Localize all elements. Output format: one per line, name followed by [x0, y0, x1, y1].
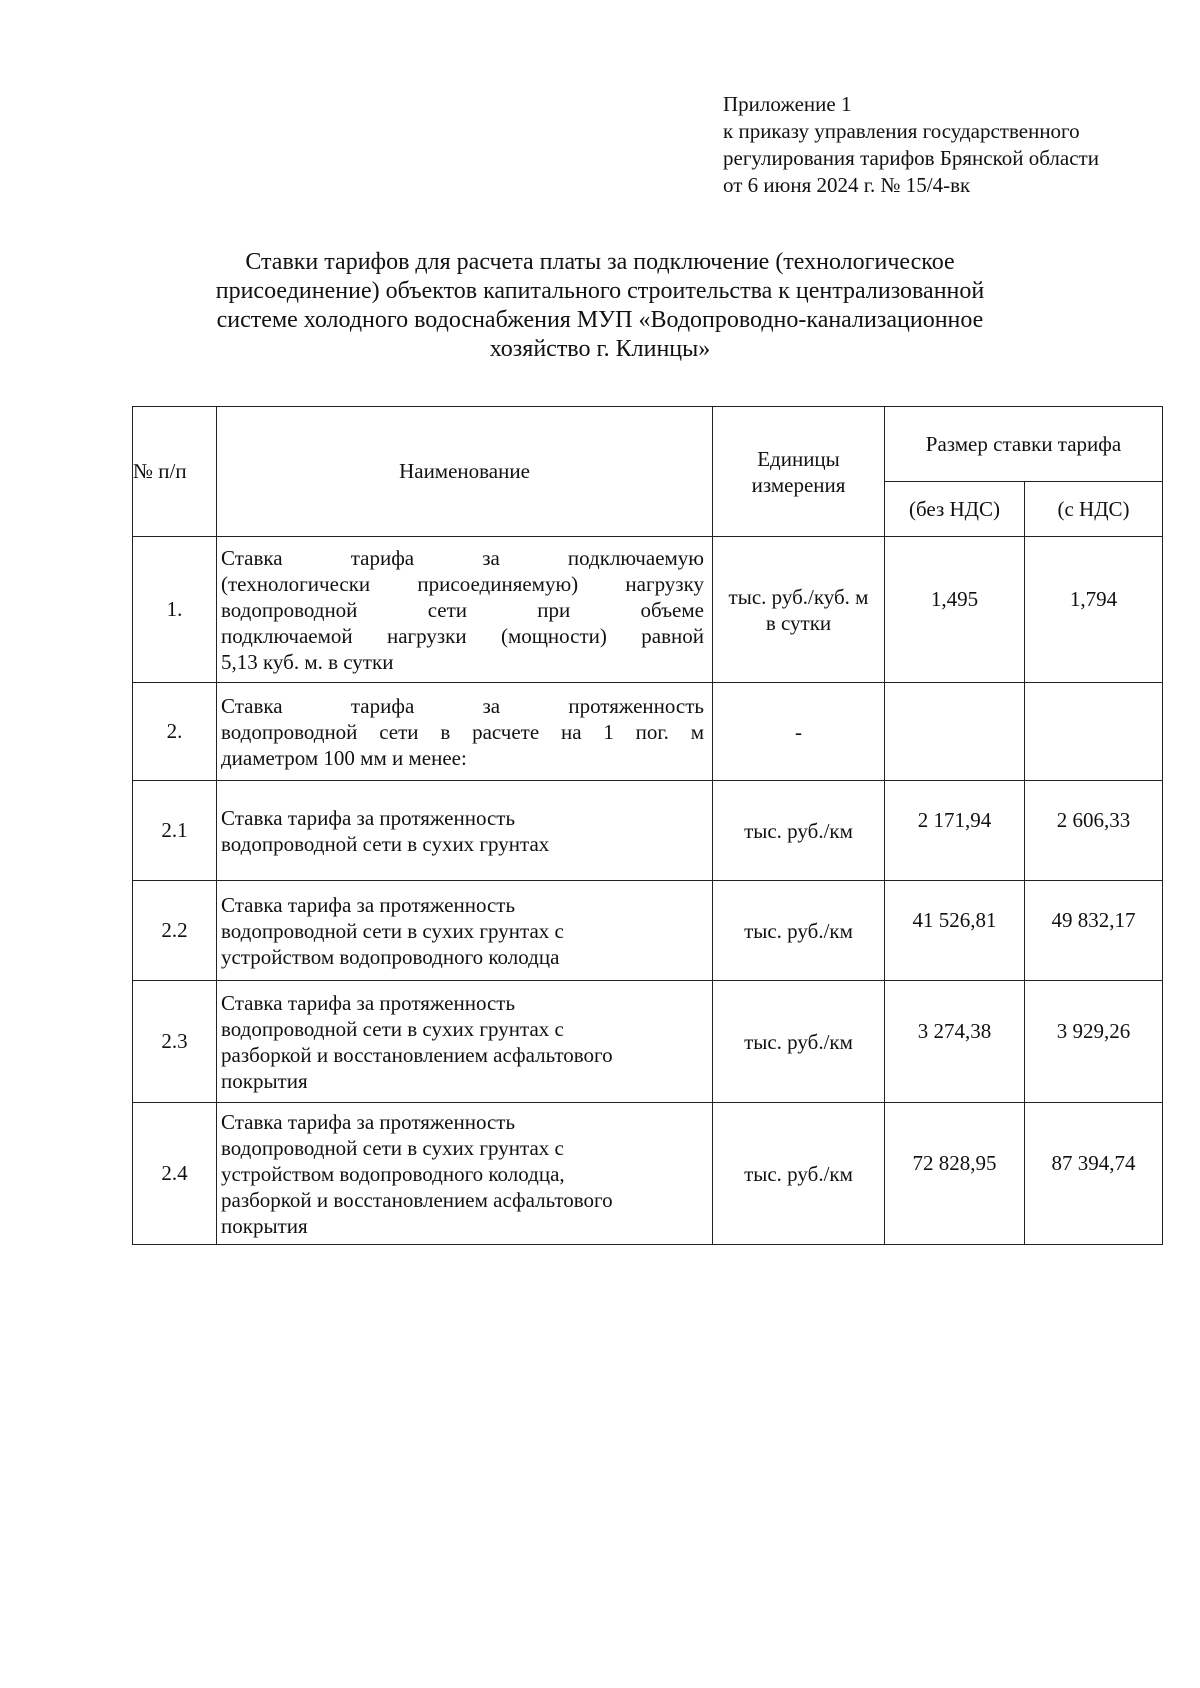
title-line: Ставки тарифов для расчета платы за подключение (технологическое: [245, 249, 955, 275]
row-name-line: водопроводной сети в сухих грунтах с: [221, 1135, 564, 1160]
row-name: [217, 683, 713, 781]
row-value-with-vat: [1025, 881, 1163, 981]
row-num: 2.: [133, 683, 217, 781]
row-unit-line: тыс. руб./куб. м: [728, 584, 869, 609]
row-value-without-vat: [885, 683, 1025, 781]
row-name-line: покрытия: [221, 1213, 308, 1238]
row-value: 41 526,81: [912, 908, 997, 932]
row-name-line: водопроводной сети в расчете на 1 пог. м: [221, 719, 704, 744]
tariff-table: [132, 406, 1163, 1245]
row-name-line: разборкой и восстановлением асфальтового: [221, 1187, 613, 1212]
header-without-vat: (без НДС): [885, 482, 1025, 537]
row-value: 1,495: [930, 587, 979, 611]
row-name-line: устройством водопроводного колодца,: [221, 1161, 565, 1186]
row-unit: [713, 537, 885, 683]
row-value-without-vat: [885, 781, 1025, 881]
row-name: [217, 881, 713, 981]
title-line: присоединение) объектов капитального строительства к централизованной: [215, 278, 985, 304]
row-value: 1,794: [1069, 587, 1118, 611]
header-with-vat: (с НДС): [1025, 482, 1163, 537]
header-name: Наименование: [217, 407, 713, 537]
row-value-with-vat: [1025, 781, 1163, 881]
row-value-with-vat: [1025, 683, 1163, 781]
row-unit-line: тыс. руб./км: [744, 1161, 853, 1186]
row-num: 1.: [133, 537, 217, 683]
row-value: 3 274,38: [917, 1019, 992, 1043]
row-value-with-vat: [1025, 981, 1163, 1103]
row-name-line: Ставка тарифа за протяженность: [221, 892, 516, 917]
title-line: системе холодного водоснабжения МУП «Водопроводно-канализационное: [216, 307, 984, 333]
table-row: [133, 881, 1163, 981]
row-name-line: водопроводной сети в сухих грунтах: [221, 831, 550, 856]
header-rate: Размер ставки тарифа: [885, 407, 1163, 482]
row-value: 87 394,74: [1051, 1151, 1136, 1175]
row-unit-line: -: [795, 719, 802, 744]
row-name-line: (технологически присоединяемую) нагрузку: [221, 571, 704, 596]
row-unit: [713, 981, 885, 1103]
appendix-line: регулирования тарифов Брянской области: [723, 146, 1099, 170]
appendix-line: к приказу управления государственного: [723, 119, 1080, 143]
table-row: [133, 537, 1163, 683]
row-name-line: покрытия: [221, 1068, 308, 1093]
header-unit-line: Единицы: [757, 446, 840, 471]
row-value: 49 832,17: [1051, 908, 1136, 932]
header-unit: [713, 407, 885, 537]
row-value: 2 171,94: [917, 808, 992, 832]
row-value: 3 929,26: [1056, 1019, 1131, 1043]
appendix-line: Приложение 1: [723, 92, 852, 116]
appendix-header: [723, 91, 1099, 199]
row-num: 2.3: [133, 981, 217, 1103]
row-unit: [713, 881, 885, 981]
row-unit-line: в сутки: [765, 610, 832, 635]
table-row: [133, 981, 1163, 1103]
row-name-line: Ставка тарифа за протяженность: [221, 1109, 516, 1134]
table-row: [133, 683, 1163, 781]
row-value-without-vat: [885, 981, 1025, 1103]
row-name-line: Ставка тарифа за протяженность: [221, 805, 516, 830]
row-name: [217, 537, 713, 683]
row-name-line: диаметром 100 мм и менее:: [221, 745, 467, 770]
document-title: [170, 248, 1030, 364]
row-value-without-vat: [885, 881, 1025, 981]
row-name: [217, 981, 713, 1103]
row-name-line: Ставка тарифа за подключаемую: [221, 545, 704, 570]
row-value-without-vat: [885, 1103, 1025, 1245]
row-name-line: разборкой и восстановлением асфальтового: [221, 1042, 613, 1067]
row-unit: [713, 683, 885, 781]
row-value-with-vat: [1025, 537, 1163, 683]
row-name: [217, 781, 713, 881]
row-unit-line: тыс. руб./км: [744, 818, 853, 843]
table-row: [133, 781, 1163, 881]
table-header-row: [133, 407, 1163, 482]
row-name-line: 5,13 куб. м. в сутки: [221, 649, 394, 674]
header-num: № п/п: [133, 407, 217, 537]
row-name-line: устройством водопроводного колодца: [221, 944, 560, 969]
appendix-line: от 6 июня 2024 г. № 15/4-вк: [723, 173, 971, 197]
row-name-line: подключаемой нагрузки (мощности) равной: [221, 623, 704, 648]
row-name: [217, 1103, 713, 1245]
row-value-with-vat: [1025, 1103, 1163, 1245]
row-name-line: Ставка тарифа за протяженность: [221, 990, 516, 1015]
row-num: 2.1: [133, 781, 217, 881]
row-unit: [713, 781, 885, 881]
row-name-line: водопроводной сети при объеме: [221, 597, 704, 622]
row-name-line: водопроводной сети в сухих грунтах с: [221, 918, 564, 943]
table-body: [133, 537, 1163, 1245]
row-value: 72 828,95: [912, 1151, 997, 1175]
row-unit: [713, 1103, 885, 1245]
row-name-line: водопроводной сети в сухих грунтах с: [221, 1016, 564, 1041]
table-row: [133, 1103, 1163, 1245]
row-num: 2.4: [133, 1103, 217, 1245]
row-unit-line: тыс. руб./км: [744, 918, 853, 943]
row-unit-line: тыс. руб./км: [744, 1029, 853, 1054]
row-num: 2.2: [133, 881, 217, 981]
header-unit-line: измерения: [751, 472, 846, 497]
row-value: 2 606,33: [1056, 808, 1131, 832]
title-line: хозяйство г. Клинцы»: [489, 336, 711, 362]
row-name-line: Ставка тарифа за протяженность: [221, 693, 704, 718]
row-value-without-vat: [885, 537, 1025, 683]
